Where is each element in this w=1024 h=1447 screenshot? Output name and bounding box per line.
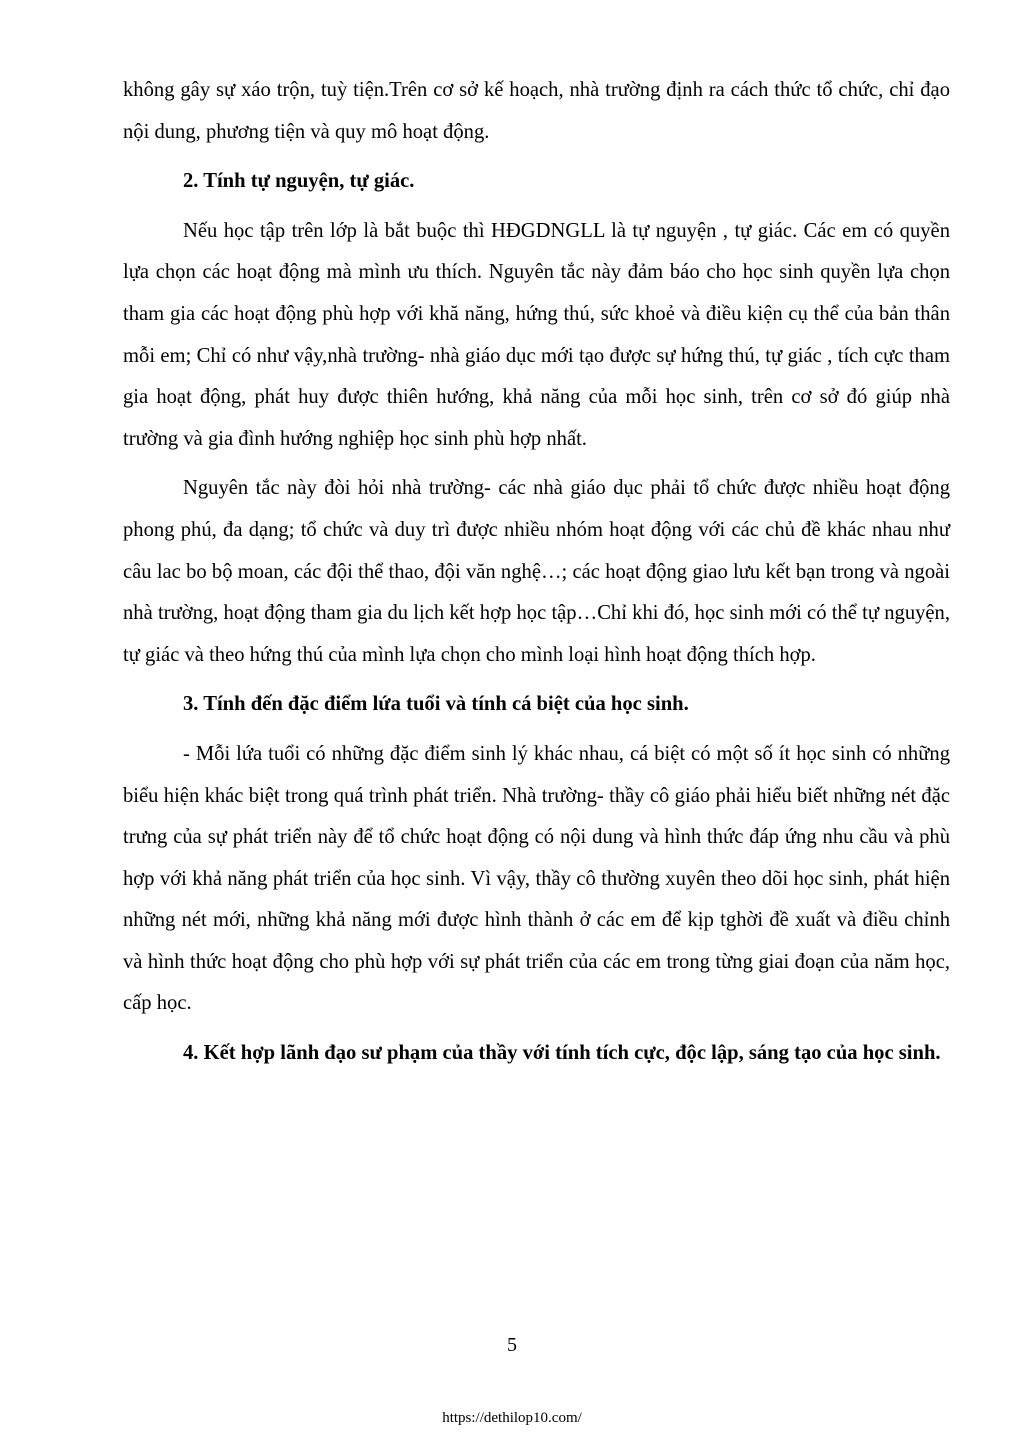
paragraph-voluntary: Nếu học tập trên lớp là bắt buộc thì HĐGDNGLL là tự nguyện , tự giác. Các em có quyền lựa chọn các hoạt động mà mình ưu thích. Nguyên tắc này đảm báo cho học sinh quyền lựa chọn tham gia các hoạt động phù hợp với khă năng, hứng thú, sức khoẻ và điều kiện cụ thể của bản thân mỗi em; Chỉ có như vậy,nhà trường- nhà giáo dục mới tạo được sự hứng thú, tự giác , tích cực tham gia hoạt động, phát huy được thiên hướng, khả năng của mỗi học sinh, trên cơ sở đó giúp nhà trường và gia đình hướng nghiệp học sinh phù hợp nhất. [123,219,950,450]
page-number: 5 [507,1334,517,1356]
section-heading-4: 4. Kết hợp lãnh đạo sư phạm của thầy với tính tích cực, độc lập, sáng tạo của học sinh. [183,1042,941,1065]
section-heading-3: 3. Tính đến đặc điểm lứa tuổi và tính cá biệt của học sinh. [183,693,689,716]
paragraph-age-characteristics: - Mỗi lứa tuổi có những đặc điểm sinh lý khác nhau, cá biệt có một số ít học sinh có những biểu hiện khác biệt trong quá trình phát triển. Nhà trường- thầy cô giáo phải hiểu biết những nét đặc trưng của sự phát triển này để tổ chức hoạt động có nội dung và hình thức đáp ứng nhu cầu và phù hợp với khả năng phát triển của học sinh. Vì vậy, thầy cô thường xuyên theo dõi học sinh, phát hiện những nét mới, những khả năng mới được hình thành ở các em để kịp tghời đề xuất và điều chỉnh và hình thức hoạt động cho phù hợp với sự phát triển của các em trong từng giai đoạn của năm học, cấp học. [123,742,950,1015]
paragraph-continuation: không gây sự xáo trộn, tuỳ tiện.Trên cơ sở kế hoạch, nhà trường định ra cách thức tổ chức, chỉ đạo nội dung, phương tiện và quy mô hoạt động. [123,79,950,143]
section-heading-2: 2. Tính tự nguyện, tự giác. [183,170,415,193]
document-body [123,70,950,1075]
paragraph-principle: Nguyên tắc này đòi hỏi nhà trường- các nhà giáo dục phải tổ chức được nhiều hoạt động phong phú, đa dạng; tổ chức và duy trì được nhiều nhóm hoạt động với các chủ đề khác nhau như câu lac bo bộ moan, các đội thể thao, đội văn nghệ…; các hoạt động giao lưu kết bạn trong và ngoài nhà trường, hoạt động tham gia du lịch kết hợp học tập…Chỉ khi đó, học sinh mới có thể tự nguyện, tự giác và theo hứng thú của mình lựa chọn cho mình loại hình hoạt động thích hợp. [123,477,950,666]
footer-url: https://dethilop10.com/ [442,1410,582,1426]
